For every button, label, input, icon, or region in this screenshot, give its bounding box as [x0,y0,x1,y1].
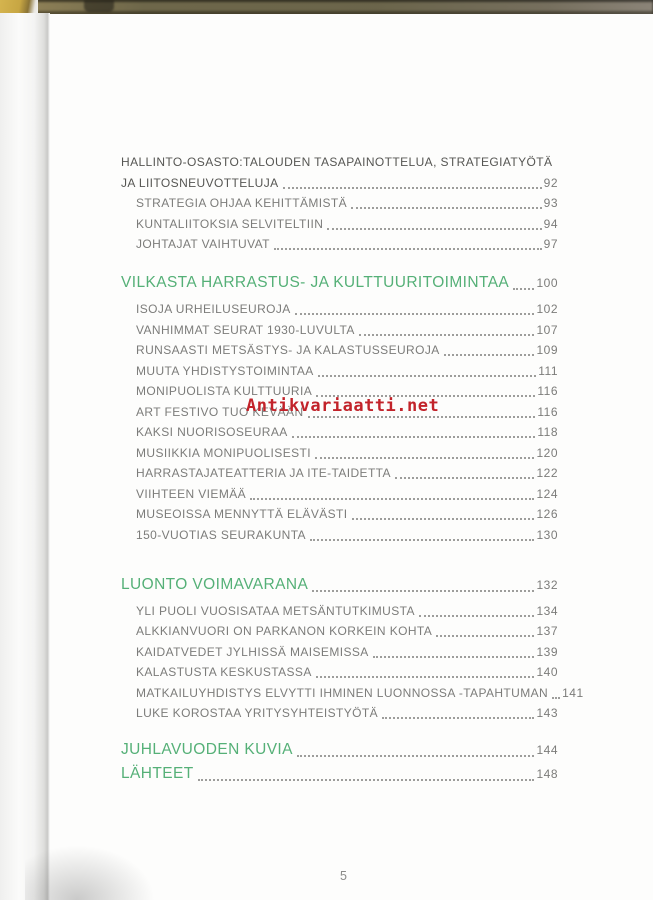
leader-dots [310,539,535,541]
toc-entry-label: STRATEGIA OHJAA KEHITTÄMISTÄ [136,196,348,210]
toc-entry-row [121,706,558,721]
toc-entry-label: KAKSI NUORISOSEURAA [136,425,288,439]
toc-entry-label: HARRASTAJATEATTERIA JA ITE-TAIDETTA [136,466,391,480]
toc-entry-label: KALASTUSTA KESKUSTASSA [136,665,312,679]
leader-dots [295,313,535,315]
toc-heading-label: HALLINTO-OSASTO:TALOUDEN TASAPAINOTTELUA, STRATEGIATYÖTÄ [121,155,553,169]
page-gutter-shadow [0,13,50,900]
toc-entry-label: YLI PUOLI VUOSISATAA METSÄNTUTKIMUSTA [136,603,415,618]
toc-heading-row [121,176,558,191]
toc-entry-row [121,425,558,440]
toc-entry-page-number: 140 [536,665,558,679]
toc-entry-label: VIIHTEEN VIEMÄÄ [136,486,247,501]
toc-entry-label: JOHTAJAT VAIHTUVAT [136,237,270,251]
toc-entry-row [121,466,558,481]
top-edge-dark-notch [84,0,114,12]
toc-entry-label: MUSIIKKIA MONIPUOLISESTI [136,445,311,460]
toc-heading-row [121,274,558,292]
toc-entry-row [121,196,558,211]
toc-entry-row [121,446,558,461]
toc-entry-label: ISOJA URHEILUSEUROJA [136,302,291,316]
leader-dots [297,755,535,757]
toc-entry-page-number: 97 [543,237,558,251]
toc-entry-label: MUSEOISSA MENNYTTÄ ELÄVÄSTI [136,507,348,521]
toc-entry-page-number: 118 [537,425,558,439]
leader-dots [382,717,534,719]
toc-heading-label: JUHLAVUODEN KUVIA [121,741,293,758]
toc-entry-row [121,364,558,379]
toc-entry-row [121,217,558,232]
toc-entry-row [121,604,558,619]
toc-heading-label: VILKASTA HARRASTUS- JA KULTTUURITOIMINTAA [121,274,510,291]
toc-entry-page-number: 93 [543,196,558,210]
toc-entry-row [121,302,558,317]
toc-heading-page-number: 100 [536,276,558,290]
toc-heading-page-number: 92 [543,175,558,190]
leader-dots [198,779,535,781]
toc-entry-row [121,507,558,522]
toc-entry-label: KUNTALIITOKSIA SELVITELTIIN [136,216,324,231]
page-curl-shadow [25,845,155,900]
toc-entry-page-number: 143 [536,706,558,720]
toc-entry-row [121,237,558,252]
leader-dots [318,375,537,377]
toc-entry-row [121,665,558,680]
table-of-contents [121,155,584,783]
leader-dots [250,498,534,500]
toc-heading-page-number: 148 [536,766,558,781]
toc-entry-row [121,685,584,701]
leader-dots [351,207,542,209]
toc-heading-row [121,576,558,594]
toc-entry-row [121,528,558,543]
toc-entry-page-number: 137 [536,624,558,638]
toc-entry-row [121,343,558,358]
toc-entry-label: VANHIMMAT SEURAT 1930-LUVULTA [136,322,355,337]
toc-heading-row [121,765,558,783]
toc-entry-page-number: 116 [537,404,558,419]
leader-dots [436,635,534,637]
toc-entry-page-number: 130 [536,527,558,542]
toc-heading-row [121,741,558,759]
toc-heading-label: LUONTO VOIMAVARANA [121,575,309,593]
toc-entry-page-number: 116 [537,384,558,398]
leader-dots [373,656,535,658]
toc-heading-label: JA LIITOSNEUVOTTELUJA [121,175,279,190]
leader-dots [444,354,535,356]
toc-entry-page-number: 107 [536,322,558,337]
page-number: 5 [340,869,348,883]
leader-dots [552,697,560,699]
leader-dots [283,187,542,189]
toc-entry-label: ART FESTIVO TUO KEVÄÄN [136,404,304,419]
toc-entry-label: ALKKIANVUORI ON PARKANON KORKEIN KOHTA [136,624,433,638]
toc-heading-page-number: 132 [536,577,558,592]
toc-entry-page-number: 124 [536,486,558,501]
toc-section [121,741,558,759]
toc-entry-label: 150-VUOTIAS SEURAKUNTA [136,527,306,542]
toc-entry-page-number: 122 [536,466,558,480]
toc-entry-label: LUKE KOROSTAA YRITYSYHTEISTYÖTÄ [136,706,379,720]
leader-dots [327,228,541,230]
toc-entry-label: KAIDATVEDET JYLHISSÄ MAISEMISSA [136,644,369,659]
leader-dots [315,457,534,459]
toc-entry-page-number: 102 [536,302,558,316]
leader-dots [359,334,535,336]
toc-entry-label: MATKAILUYHDISTYS ELVYTTI IHMINEN LUONNOSSA -TAPAHTUMAN [136,685,549,700]
leader-dots [395,477,535,479]
toc-entry-page-number: 134 [536,603,558,618]
toc-entry-row [121,487,558,502]
leader-dots [352,518,535,520]
toc-heading-label: LÄHTEET [121,764,194,782]
toc-entry-label: MONIPUOLISTA KULTTUURIA [136,384,313,398]
leader-dots [316,676,535,678]
toc-entry-page-number: 120 [536,445,558,460]
leader-dots [312,590,534,592]
toc-entry-row [121,645,558,660]
toc-entry-page-number: 141 [562,685,584,700]
toc-entry-label: MUUTA YHDISTYSTOIMINTAA [136,363,314,378]
toc-entry-page-number: 94 [543,216,558,231]
toc-entry-page-number: 126 [536,507,558,521]
toc-heading-page-number: 144 [536,743,558,757]
leader-dots [292,436,536,438]
leader-dots [513,288,534,290]
leader-dots [419,615,535,617]
toc-entry-page-number: 109 [536,343,558,357]
leader-dots [274,248,542,250]
toc-section [121,765,558,783]
toc-section [121,575,584,722]
toc-heading-line1 [121,155,558,170]
toc-entry-page-number: 111 [538,363,558,378]
toc-section [121,155,558,252]
book-top-edge [0,0,653,14]
toc-entry-row [121,323,558,338]
watermark: Antikvariaatti.net [246,396,440,416]
toc-entry-page-number: 139 [536,644,558,659]
toc-entry-row [121,624,558,639]
toc-entry-label: RUNSAASTI METSÄSTYS- JA KALASTUSSEUROJA [136,343,440,357]
